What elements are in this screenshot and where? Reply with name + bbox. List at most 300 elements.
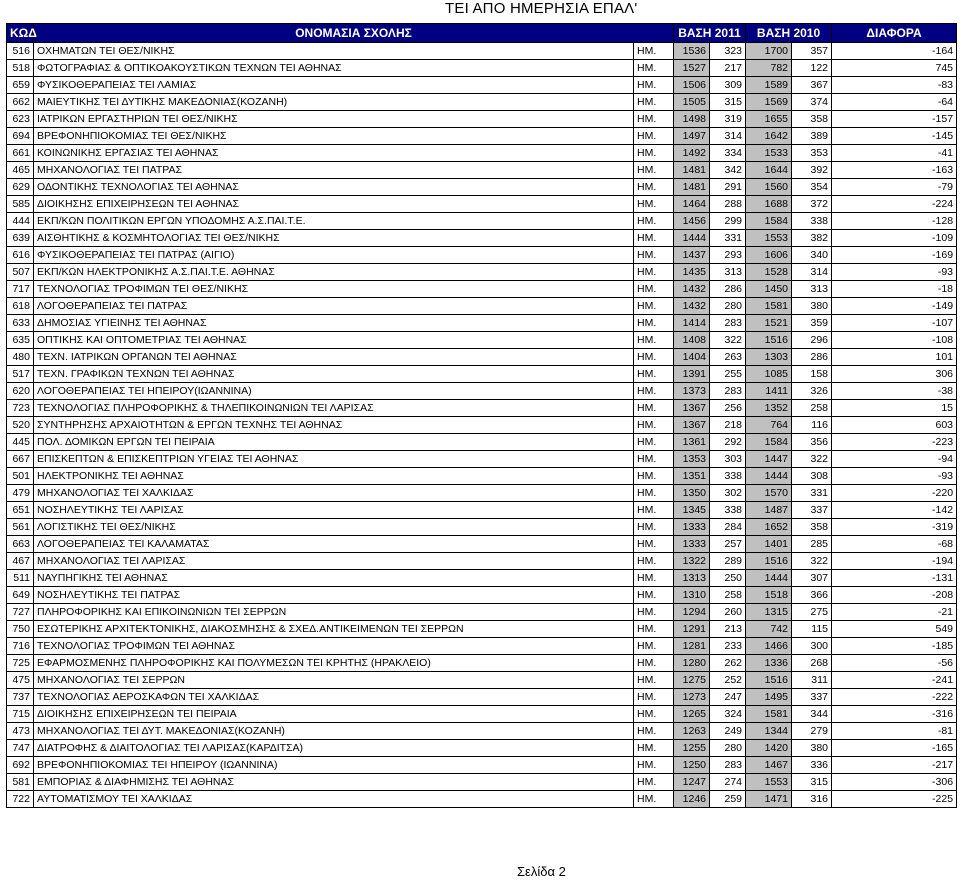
table-row: [7, 128, 957, 145]
row-base-2011: 1246: [674, 791, 710, 808]
row-base-2010: 1553: [746, 230, 792, 247]
row-base-2010: 1589: [746, 77, 792, 94]
row-school-name: ΔΙΟΙΚΗΣΗΣ ΕΠΙΧΕΙΡΗΣΕΩΝ ΤΕΙ ΠΕΙΡΑΙΑ: [34, 706, 634, 723]
row-base-2011: 1273: [674, 689, 710, 706]
row-type: ΗΜ.: [634, 706, 674, 723]
row-base-2011: 1333: [674, 519, 710, 536]
row-code: 663: [7, 536, 34, 553]
row-base-2010: 1652: [746, 519, 792, 536]
row-base-2010-extra: 308: [792, 468, 832, 485]
table-row: [7, 94, 957, 111]
row-code: 694: [7, 128, 34, 145]
table-row: [7, 740, 957, 757]
row-school-name: ΛΟΓΟΘΕΡΑΠΕΙΑΣ ΤΕΙ ΚΑΛΑΜΑΤΑΣ: [34, 536, 634, 553]
table-row: [7, 621, 957, 638]
row-base-2010-extra: 358: [792, 519, 832, 536]
row-school-name: ΕΠΙΣΚΕΠΤΩΝ & ΕΠΙΣΚΕΠΤΡΙΩΝ ΥΓΕΙΑΣ ΤΕΙ ΑΘΗΝΑΣ: [34, 451, 634, 468]
row-base-2011-extra: 291: [710, 179, 746, 196]
row-code: 633: [7, 315, 34, 332]
row-difference: -18: [832, 281, 957, 298]
row-school-name: ΕΚΠ/ΚΩΝ ΠΟΛΙΤΙΚΩΝ ΕΡΓΩΝ ΥΠΟΔΟΜΗΣ Α.Σ.ΠΑΙ.Τ.Ε.: [34, 213, 634, 230]
table-row: [7, 417, 957, 434]
row-base-2011-extra: 299: [710, 213, 746, 230]
row-base-2011-extra: 257: [710, 536, 746, 553]
row-school-name: ΜΑΙΕΥΤΙΚΗΣ ΤΕΙ ΔΥΤΙΚΗΣ ΜΑΚΕΔΟΝΙΑΣ(ΚΟΖΑΝΗ): [34, 94, 634, 111]
header-row: [7, 24, 957, 43]
row-code: 516: [7, 43, 34, 60]
row-base-2011-extra: 263: [710, 349, 746, 366]
row-difference: -56: [832, 655, 957, 672]
row-code: 722: [7, 791, 34, 808]
row-base-2010-extra: 382: [792, 230, 832, 247]
row-school-name: ΦΥΣΙΚΟΘΕΡΑΠΕΙΑΣ ΤΕΙ ΛΑΜΙΑΣ: [34, 77, 634, 94]
row-code: 649: [7, 587, 34, 604]
row-base-2011: 1456: [674, 213, 710, 230]
row-type: ΗΜ.: [634, 451, 674, 468]
row-type: ΗΜ.: [634, 366, 674, 383]
row-code: 561: [7, 519, 34, 536]
table-row: [7, 315, 957, 332]
row-base-2011-extra: 309: [710, 77, 746, 94]
row-base-2011-extra: 323: [710, 43, 746, 60]
row-base-2010-extra: 275: [792, 604, 832, 621]
row-base-2010: 1518: [746, 587, 792, 604]
row-base-2010: 1560: [746, 179, 792, 196]
table-row: [7, 196, 957, 213]
row-base-2010-extra: 336: [792, 757, 832, 774]
row-type: ΗΜ.: [634, 740, 674, 757]
row-type: ΗΜ.: [634, 43, 674, 60]
row-base-2011-extra: 217: [710, 60, 746, 77]
row-difference: 15: [832, 400, 957, 417]
row-base-2011-extra: 233: [710, 638, 746, 655]
row-code: 651: [7, 502, 34, 519]
row-code: 507: [7, 264, 34, 281]
table-row: [7, 162, 957, 179]
row-code: 723: [7, 400, 34, 417]
row-base-2010: 764: [746, 417, 792, 434]
row-school-name: ΣΥΝΤΗΡΗΣΗΣ ΑΡΧΑΙΟΤΗΤΩΝ & ΕΡΓΩΝ ΤΕΧΝΗΣ ΤΕΙ ΑΘΗΝΑΣ: [34, 417, 634, 434]
row-base-2010-extra: 337: [792, 502, 832, 519]
row-type: ΗΜ.: [634, 502, 674, 519]
row-difference: -163: [832, 162, 957, 179]
bases-table: [6, 23, 957, 808]
row-code: 727: [7, 604, 34, 621]
row-code: 479: [7, 485, 34, 502]
row-base-2010: 1516: [746, 672, 792, 689]
row-school-name: ΕΣΩΤΕΡΙΚΗΣ ΑΡΧΙΤΕΚΤΟΝΙΚΗΣ, ΔΙΑΚΟΣΜΗΣΗΣ & ΣΧΕΔ.ΑΝΤΙΚΕΙΜΕΝΩΝ ΤΕΙ ΣΕΡΡΩΝ: [34, 621, 634, 638]
row-base-2010: 1516: [746, 553, 792, 570]
row-base-2011-extra: 302: [710, 485, 746, 502]
row-code: 737: [7, 689, 34, 706]
row-code: 518: [7, 60, 34, 77]
row-school-name: ΝΑΥΠΗΓΙΚΗΣ ΤΕΙ ΑΘΗΝΑΣ: [34, 570, 634, 587]
row-base-2011: 1464: [674, 196, 710, 213]
row-base-2011-extra: 288: [710, 196, 746, 213]
row-base-2011: 1367: [674, 400, 710, 417]
row-type: ΗΜ.: [634, 774, 674, 791]
row-difference: 101: [832, 349, 957, 366]
page-title: ΤΕΙ ΑΠΟ ΗΜΕΡΗΣΙΑ ΕΠΑΛ': [445, 0, 638, 17]
row-base-2010-extra: 268: [792, 655, 832, 672]
row-type: ΗΜ.: [634, 434, 674, 451]
row-base-2011: 1353: [674, 451, 710, 468]
row-type: ΗΜ.: [634, 604, 674, 621]
row-base-2010: 1521: [746, 315, 792, 332]
row-base-2010-extra: 258: [792, 400, 832, 417]
row-base-2011: 1481: [674, 162, 710, 179]
row-school-name: ΤΕΧΝΟΛΟΓΙΑΣ ΑΕΡΟΣΚΑΦΩΝ ΤΕΙ ΧΑΛΚΙΔΑΣ: [34, 689, 634, 706]
row-school-name: ΝΟΣΗΛΕΥΤΙΚΗΣ ΤΕΙ ΠΑΤΡΑΣ: [34, 587, 634, 604]
row-difference: -194: [832, 553, 957, 570]
row-difference: -79: [832, 179, 957, 196]
row-base-2011-extra: 338: [710, 468, 746, 485]
row-base-2010: 1528: [746, 264, 792, 281]
row-code: 667: [7, 451, 34, 468]
row-school-name: ΑΙΣΘΗΤΙΚΗΣ & ΚΟΣΜΗΤΟΛΟΓΙΑΣ ΤΕΙ ΘΕΣ/ΝΙΚΗΣ: [34, 230, 634, 247]
row-base-2010: 1642: [746, 128, 792, 145]
row-code: 716: [7, 638, 34, 655]
row-base-2011: 1280: [674, 655, 710, 672]
row-base-2011-extra: 213: [710, 621, 746, 638]
row-school-name: ΜΗΧΑΝΟΛΟΓΙΑΣ ΤΕΙ ΠΑΤΡΑΣ: [34, 162, 634, 179]
row-code: 517: [7, 366, 34, 383]
row-school-name: ΔΙΑΤΡΟΦΗΣ & ΔΙΑΙΤΟΛΟΓΙΑΣ ΤΕΙ ΛΑΡΙΣΑΣ(ΚΑΡΔΙΤΣΑ): [34, 740, 634, 757]
table-row: [7, 451, 957, 468]
row-base-2010: 1644: [746, 162, 792, 179]
row-school-name: ΚΟΙΝΩΝΙΚΗΣ ΕΡΓΑΣΙΑΣ ΤΕΙ ΑΘΗΝΑΣ: [34, 145, 634, 162]
table-row: [7, 689, 957, 706]
row-base-2010: 1584: [746, 213, 792, 230]
row-type: ΗΜ.: [634, 638, 674, 655]
table-row: [7, 60, 957, 77]
row-base-2010-extra: 374: [792, 94, 832, 111]
row-school-name: ΜΗΧΑΝΟΛΟΓΙΑΣ ΤΕΙ ΛΑΡΙΣΑΣ: [34, 553, 634, 570]
table-row: [7, 587, 957, 604]
row-type: ΗΜ.: [634, 349, 674, 366]
row-base-2011: 1391: [674, 366, 710, 383]
row-difference: -306: [832, 774, 957, 791]
row-base-2010: 1606: [746, 247, 792, 264]
table-row: [7, 553, 957, 570]
row-base-2010-extra: 322: [792, 451, 832, 468]
table-row: [7, 111, 957, 128]
row-code: 639: [7, 230, 34, 247]
row-base-2011-extra: 256: [710, 400, 746, 417]
row-type: ΗΜ.: [634, 298, 674, 315]
table-row: [7, 264, 957, 281]
table-row: [7, 298, 957, 315]
row-base-2011-extra: 315: [710, 94, 746, 111]
row-base-2010-extra: 367: [792, 77, 832, 94]
row-difference: 603: [832, 417, 957, 434]
row-base-2011-extra: 250: [710, 570, 746, 587]
row-school-name: ΗΛΕΚΤΡΟΝΙΚΗΣ ΤΕΙ ΑΘΗΝΑΣ: [34, 468, 634, 485]
row-difference: -38: [832, 383, 957, 400]
row-base-2011: 1247: [674, 774, 710, 791]
row-base-2010-extra: 366: [792, 587, 832, 604]
row-base-2010-extra: 158: [792, 366, 832, 383]
row-school-name: ΠΛΗΡΟΦΟΡΙΚΗΣ ΚΑΙ ΕΠΙΚΟΙΝΩΝΙΩΝ ΤΕΙ ΣΕΡΡΩΝ: [34, 604, 634, 621]
row-type: ΗΜ.: [634, 468, 674, 485]
row-base-2011: 1291: [674, 621, 710, 638]
row-code: 750: [7, 621, 34, 638]
row-type: ΗΜ.: [634, 689, 674, 706]
table-row: [7, 43, 957, 60]
row-base-2010-extra: 313: [792, 281, 832, 298]
row-difference: -208: [832, 587, 957, 604]
row-base-2010-extra: 392: [792, 162, 832, 179]
row-school-name: ΟΔΟΝΤΙΚΗΣ ΤΕΧΝΟΛΟΓΙΑΣ ΤΕΙ ΑΘΗΝΑΣ: [34, 179, 634, 196]
row-school-name: ΦΥΣΙΚΟΘΕΡΑΠΕΙΑΣ ΤΕΙ ΠΑΤΡΑΣ (ΑΙΓΙΟ): [34, 247, 634, 264]
row-difference: -165: [832, 740, 957, 757]
row-code: 662: [7, 94, 34, 111]
row-base-2011: 1444: [674, 230, 710, 247]
row-code: 616: [7, 247, 34, 264]
row-base-2010-extra: 300: [792, 638, 832, 655]
row-code: 465: [7, 162, 34, 179]
row-base-2011-extra: 334: [710, 145, 746, 162]
row-difference: -131: [832, 570, 957, 587]
table-row: [7, 604, 957, 621]
row-base-2011-extra: 284: [710, 519, 746, 536]
row-base-2011: 1361: [674, 434, 710, 451]
row-base-2010: 1495: [746, 689, 792, 706]
row-base-2011: 1281: [674, 638, 710, 655]
row-school-name: ΛΟΓΟΘΕΡΑΠΕΙΑΣ ΤΕΙ ΠΑΤΡΑΣ: [34, 298, 634, 315]
row-code: 511: [7, 570, 34, 587]
row-difference: -142: [832, 502, 957, 519]
row-school-name: ΤΕΧΝΟΛΟΓΙΑΣ ΠΛΗΡΟΦΟΡΙΚΗΣ & ΤΗΛΕΠΙΚΟΙΝΩΝΙΩΝ ΤΕΙ ΛΑΡΙΣΑΣ: [34, 400, 634, 417]
row-type: ΗΜ.: [634, 247, 674, 264]
row-school-name: ΕΦΑΡΜΟΣΜΕΝΗΣ ΠΛΗΡΟΦΟΡΙΚΗΣ ΚΑΙ ΠΟΛΥΜΕΣΩΝ ΤΕΙ ΚΡΗΤΗΣ (ΗΡΑΚΛΕΙΟ): [34, 655, 634, 672]
row-type: ΗΜ.: [634, 94, 674, 111]
row-base-2011-extra: 286: [710, 281, 746, 298]
row-school-name: ΔΙΟΙΚΗΣΗΣ ΕΠΙΧΕΙΡΗΣΕΩΝ ΤΕΙ ΑΘΗΝΑΣ: [34, 196, 634, 213]
row-base-2010-extra: 340: [792, 247, 832, 264]
row-base-2011: 1345: [674, 502, 710, 519]
row-base-2010-extra: 338: [792, 213, 832, 230]
row-type: ΗΜ.: [634, 519, 674, 536]
row-type: ΗΜ.: [634, 655, 674, 672]
row-type: ΗΜ.: [634, 621, 674, 638]
row-school-name: ΕΚΠ/ΚΩΝ ΗΛΕΚΤΡΟΝΙΚΗΣ Α.Σ.ΠΑΙ.Τ.Ε. ΑΘΗΝΑΣ: [34, 264, 634, 281]
row-base-2011-extra: 314: [710, 128, 746, 145]
row-code: 475: [7, 672, 34, 689]
row-base-2010: 1553: [746, 774, 792, 791]
table-row: [7, 145, 957, 162]
row-difference: -222: [832, 689, 957, 706]
row-base-2010-extra: 389: [792, 128, 832, 145]
row-school-name: ΛΟΓΙΣΤΙΚΗΣ ΤΕΙ ΘΕΣ/ΝΙΚΗΣ: [34, 519, 634, 536]
table-row: [7, 791, 957, 808]
row-base-2010: 1303: [746, 349, 792, 366]
row-base-2010-extra: 315: [792, 774, 832, 791]
table-body: [7, 43, 957, 808]
table-row: [7, 468, 957, 485]
table-row: [7, 332, 957, 349]
row-base-2010-extra: 356: [792, 434, 832, 451]
row-base-2011-extra: 259: [710, 791, 746, 808]
row-base-2010-extra: 358: [792, 111, 832, 128]
table-row: [7, 383, 957, 400]
row-school-name: ΜΗΧΑΝΟΛΟΓΙΑΣ ΤΕΙ ΧΑΛΚΙΔΑΣ: [34, 485, 634, 502]
table-row: [7, 366, 957, 383]
row-base-2011: 1322: [674, 553, 710, 570]
row-difference: -185: [832, 638, 957, 655]
table-row: [7, 757, 957, 774]
row-code: 445: [7, 434, 34, 451]
row-difference: -108: [832, 332, 957, 349]
row-base-2011-extra: 289: [710, 553, 746, 570]
row-base-2011: 1255: [674, 740, 710, 757]
row-base-2011: 1432: [674, 281, 710, 298]
row-base-2010: 1444: [746, 570, 792, 587]
row-code: 618: [7, 298, 34, 315]
table-row: [7, 179, 957, 196]
row-code: 585: [7, 196, 34, 213]
row-base-2011-extra: 283: [710, 383, 746, 400]
row-base-2010-extra: 380: [792, 740, 832, 757]
row-base-2010-extra: 116: [792, 417, 832, 434]
row-school-name: ΜΗΧΑΝΟΛΟΓΙΑΣ ΤΕΙ ΣΕΡΡΩΝ: [34, 672, 634, 689]
row-difference: -93: [832, 264, 957, 281]
row-school-name: ΛΟΓΟΘΕΡΑΠΕΙΑΣ ΤΕΙ ΗΠΕΙΡΟΥ(ΙΩΑΝΝΙΝΑ): [34, 383, 634, 400]
row-type: ΗΜ.: [634, 111, 674, 128]
row-difference: -68: [832, 536, 957, 553]
row-base-2010: 1444: [746, 468, 792, 485]
row-difference: -319: [832, 519, 957, 536]
row-base-2010: 782: [746, 60, 792, 77]
table-row: [7, 502, 957, 519]
row-type: ΗΜ.: [634, 791, 674, 808]
row-base-2010: 1336: [746, 655, 792, 672]
row-difference: -109: [832, 230, 957, 247]
row-base-2010-extra: 296: [792, 332, 832, 349]
row-type: ΗΜ.: [634, 723, 674, 740]
table-row: [7, 247, 957, 264]
table-row: [7, 434, 957, 451]
row-type: ΗΜ.: [634, 672, 674, 689]
row-base-2010: 1584: [746, 434, 792, 451]
row-base-2010-extra: 354: [792, 179, 832, 196]
row-difference: -94: [832, 451, 957, 468]
row-code: 661: [7, 145, 34, 162]
table-row: [7, 281, 957, 298]
row-base-2011: 1536: [674, 43, 710, 60]
row-base-2010: 1085: [746, 366, 792, 383]
row-base-2011: 1310: [674, 587, 710, 604]
row-base-2010: 1570: [746, 485, 792, 502]
header-code: ΚΩΔ: [7, 24, 34, 43]
row-base-2011: 1333: [674, 536, 710, 553]
row-base-2011-extra: 280: [710, 740, 746, 757]
table-row: [7, 400, 957, 417]
table-row: [7, 230, 957, 247]
row-difference: -164: [832, 43, 957, 60]
row-school-name: ΦΩΤΟΓΡΑΦΙΑΣ & ΟΠΤΙΚΟΑΚΟΥΣΤΙΚΩΝ ΤΕΧΝΩΝ ΤΕΙ ΑΘΗΝΑΣ: [34, 60, 634, 77]
row-difference: -128: [832, 213, 957, 230]
row-base-2011-extra: 247: [710, 689, 746, 706]
row-base-2011-extra: 218: [710, 417, 746, 434]
row-base-2011-extra: 280: [710, 298, 746, 315]
row-base-2011-extra: 313: [710, 264, 746, 281]
row-base-2011-extra: 342: [710, 162, 746, 179]
row-difference: -83: [832, 77, 957, 94]
row-school-name: ΤΕΧΝΟΛΟΓΙΑΣ ΤΡΟΦΙΜΩΝ ΤΕΙ ΑΘΗΝΑΣ: [34, 638, 634, 655]
row-base-2011: 1265: [674, 706, 710, 723]
row-school-name: ΜΗΧΑΝΟΛΟΓΙΑΣ ΤΕΙ ΔΥΤ. ΜΑΚΕΔΟΝΙΑΣ(ΚΟΖΑΝΗ): [34, 723, 634, 740]
row-base-2011: 1408: [674, 332, 710, 349]
row-code: 715: [7, 706, 34, 723]
row-base-2011-extra: 292: [710, 434, 746, 451]
row-school-name: ΒΡΕΦΟΝΗΠΙΟΚΟΜΙΑΣ ΤΕΙ ΗΠΕΙΡΟΥ (ΙΩΑΝΝΙΝΑ): [34, 757, 634, 774]
row-base-2011-extra: 303: [710, 451, 746, 468]
row-base-2011-extra: 283: [710, 757, 746, 774]
row-base-2010: 742: [746, 621, 792, 638]
row-base-2010: 1581: [746, 706, 792, 723]
row-base-2010: 1581: [746, 298, 792, 315]
row-base-2010-extra: 331: [792, 485, 832, 502]
row-type: ΗΜ.: [634, 536, 674, 553]
row-base-2010-extra: 286: [792, 349, 832, 366]
table-row: [7, 672, 957, 689]
row-base-2010-extra: 372: [792, 196, 832, 213]
row-code: 725: [7, 655, 34, 672]
row-difference: -224: [832, 196, 957, 213]
row-base-2011: 1432: [674, 298, 710, 315]
row-school-name: ΕΜΠΟΡΙΑΣ & ΔΙΑΦΗΜΙΣΗΣ ΤΕΙ ΑΘΗΝΑΣ: [34, 774, 634, 791]
row-difference: -149: [832, 298, 957, 315]
row-type: ΗΜ.: [634, 553, 674, 570]
row-code: 659: [7, 77, 34, 94]
row-difference: -21: [832, 604, 957, 621]
row-code: 444: [7, 213, 34, 230]
row-difference: -93: [832, 468, 957, 485]
row-base-2011-extra: 319: [710, 111, 746, 128]
row-base-2010: 1533: [746, 145, 792, 162]
table-row: [7, 774, 957, 791]
row-base-2011: 1350: [674, 485, 710, 502]
row-difference: -64: [832, 94, 957, 111]
row-base-2010: 1352: [746, 400, 792, 417]
row-base-2010-extra: 311: [792, 672, 832, 689]
row-base-2011: 1498: [674, 111, 710, 128]
row-type: ΗΜ.: [634, 264, 674, 281]
row-base-2011-extra: 255: [710, 366, 746, 383]
row-type: ΗΜ.: [634, 315, 674, 332]
row-code: 467: [7, 553, 34, 570]
row-base-2011: 1263: [674, 723, 710, 740]
row-base-2010-extra: 115: [792, 621, 832, 638]
row-type: ΗΜ.: [634, 196, 674, 213]
row-base-2011: 1435: [674, 264, 710, 281]
row-difference: -225: [832, 791, 957, 808]
row-base-2010: 1516: [746, 332, 792, 349]
row-code: 717: [7, 281, 34, 298]
table-row: [7, 655, 957, 672]
row-base-2010-extra: 380: [792, 298, 832, 315]
row-base-2011: 1497: [674, 128, 710, 145]
row-base-2010-extra: 122: [792, 60, 832, 77]
row-code: 520: [7, 417, 34, 434]
row-base-2010: 1411: [746, 383, 792, 400]
row-base-2010: 1487: [746, 502, 792, 519]
row-code: 480: [7, 349, 34, 366]
row-base-2010-extra: 314: [792, 264, 832, 281]
row-school-name: ΠΟΛ. ΔΟΜΙΚΩΝ ΕΡΓΩΝ ΤΕΙ ΠΕΙΡΑΙΑ: [34, 434, 634, 451]
row-base-2011: 1275: [674, 672, 710, 689]
